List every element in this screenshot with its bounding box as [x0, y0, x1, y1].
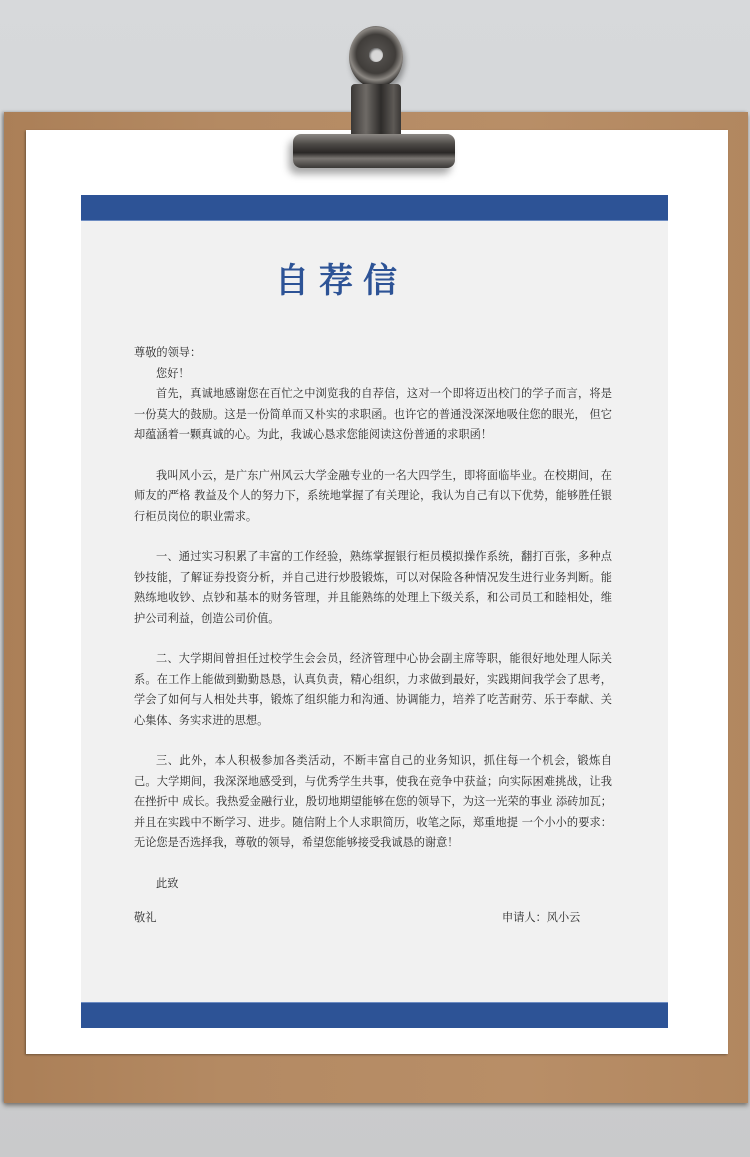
- paragraph-intro: 首先，真诚地感谢您在百忙之中浏览我的自荐信，这对一个即将迈出校门的学子而言，将是一份莫大的鼓励。这是一份简单而又朴实的求职函。也许它的普通没深深地吸住您的眼光， 但它却蕴涵着一颗真诚的心。为此，我诚心恳求您能阅读这份普通的求职函！: [134, 387, 612, 441]
- salutation: 尊敬的领导：: [134, 346, 202, 359]
- clip-base: [293, 134, 455, 168]
- letter-body: [134, 343, 612, 928]
- paragraph-point-two: 二、大学期间曾担任过校学生会会员，经济管理中心协会副主席等职，能很好地处理人际关系。在工作上能做到勤勤恳恳，认真负责，精心组织，力求做到最好，实践期间我学会了思考，学会了如何与人相处共事，锻炼了组织能力和沟通、协调能力，培养了吃苦耐劳、乐于奉献、关心集体、务实求进的思想。: [134, 652, 612, 727]
- clip-hole: [369, 48, 383, 62]
- paragraph-point-three: 三、此外，本人积极参加各类活动，不断丰富自己的业务知识，抓住每一个机会，锻炼自己。大学期间，我深深地感受到，与优秀学生共事，使我在竞争中获益；向实际困难挑战，让我在挫折中 成长。我热爱金融行业，殷切地期望能够在您的领导下，为这一光荣的事业 添砖加瓦；并且在实践中不断学习、进步。随信附上个人求职简历，收笔之际，郑重地提 一个小小的要求：无论您是否选择我，尊敬的领导，希望您能够接受我诚恳的谢意！: [134, 754, 612, 849]
- binder-clip-icon: [283, 22, 463, 172]
- letter-title: 自荐信: [275, 261, 407, 301]
- footer-accent-bar: [81, 1002, 668, 1028]
- greeting: 您好！: [156, 366, 190, 380]
- signature: 申请人：风小云: [502, 911, 581, 924]
- signoff-row: [134, 908, 612, 928]
- regards: 敬礼: [134, 911, 157, 924]
- paragraph-point-one: 一、通过实习积累了丰富的工作经验，熟练掌握银行柜员模拟操作系统，翻打百张，多种点钞技能，了解证券投资分析，并自己进行炒股锻炼，可以对保险各种情况发生进行业务判断。能熟练地收钞、点钞和基本的财务管理，并且能熟练的处理上下级关系，和公司员工和睦相处，维护公司利益，创造公司价值。: [134, 550, 612, 625]
- paragraph-self-intro: 我叫风小云，是广东广州风云大学金融专业的一名大四学生，即将面临毕业。在校期间，在师友的严格 教益及个人的努力下，系统地掌握了有关理论，我认为自己有以下优势，能够胜任银行柜员岗位的职业需求。: [134, 468, 612, 523]
- closing: 此致: [156, 876, 179, 890]
- letter-content: [81, 221, 668, 1002]
- header-accent-bar: [81, 195, 668, 221]
